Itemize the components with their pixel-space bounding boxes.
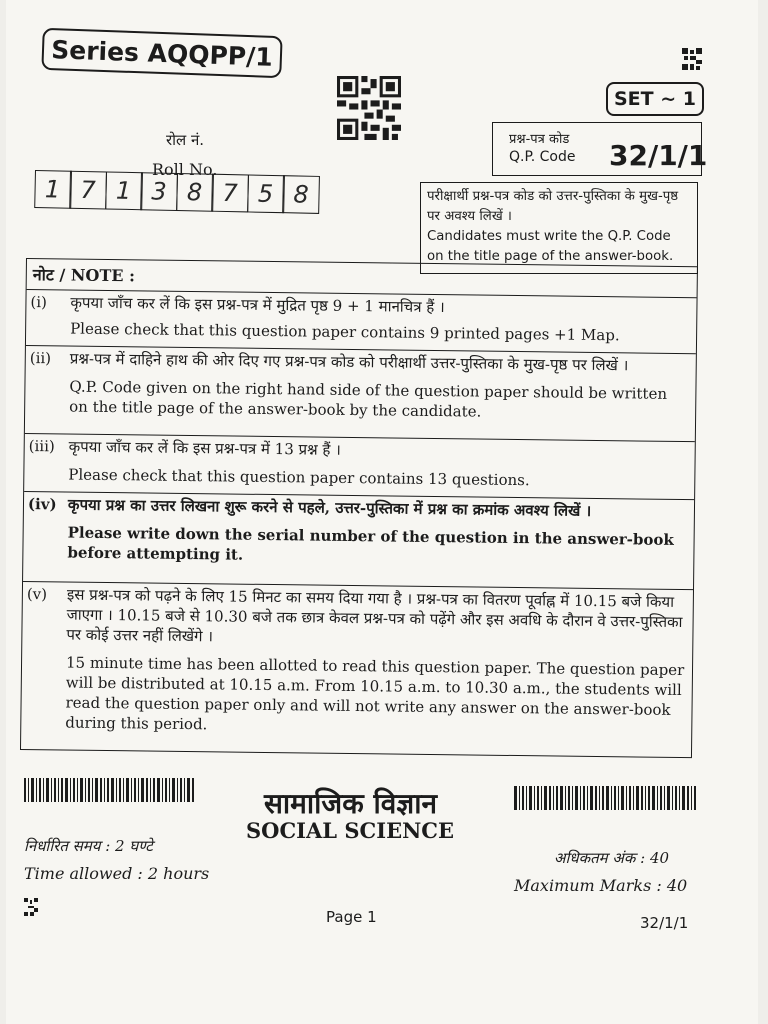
maximum-marks: Maximum Marks : 40: [514, 876, 688, 895]
qr-code-icon: [336, 76, 402, 140]
small-qr-icon: [24, 898, 38, 916]
note-number: (v): [26, 585, 48, 604]
roll-digit: 1: [105, 171, 143, 210]
question-paper-page: [6, 0, 758, 1024]
qp-code-value: 32/1/1: [609, 139, 708, 172]
roll-digit: 7: [69, 171, 107, 210]
note-item: [21, 581, 693, 757]
roll-digit: 3: [140, 172, 178, 211]
note-number: (i): [30, 293, 48, 312]
note-text-english: 15 minute time has been allotted to read this question paper. The question paper will be distributed at 10.15 a.m. From 10.15 a.m. to 10.30 a.m., the students will read the question paper only and will not write any answer on the answer-book during this period.: [65, 653, 685, 734]
note-text-english: Please write down the serial number of the question in the answer-book before attempting it.: [67, 523, 674, 564]
roll-digit: 1: [34, 170, 72, 209]
roll-digit: 7: [211, 174, 249, 213]
time-allowed: Time allowed : 2 hours: [24, 864, 210, 883]
page-number: Page 1: [326, 908, 377, 926]
small-qr-icon: [682, 48, 702, 70]
subject-title-hindi: सामाजिक विज्ञान: [264, 787, 438, 820]
note-number: (iii): [28, 437, 55, 456]
qp-code-label-hindi: प्रश्न-पत्र कोड: [509, 132, 570, 147]
candidate-instruction-english: Candidates must write the Q.P. Code on the title page of the answer-book.: [427, 229, 674, 264]
note-number: (iv): [27, 495, 57, 514]
barcode-icon: [514, 786, 696, 810]
candidate-instruction-box: [420, 182, 698, 274]
time-allowed-hindi: निर्धारित समय : 2 घण्टे: [24, 837, 153, 855]
series-label: Series AQQPP/1: [41, 28, 282, 78]
note-text-hindi: कृपया जाँच कर लें कि इस प्रश्न-पत्र में 13 प्रश्न हैं ।: [68, 437, 342, 459]
note-text-hindi: कृपया जाँच कर लें कि इस प्रश्न-पत्र में मुद्रित पृष्ठ 9 + 1 मानचित्र हैं ।: [70, 293, 445, 317]
set-label: SET ~ 1: [606, 82, 704, 116]
note-item: [24, 433, 695, 499]
note-number: (ii): [29, 349, 52, 368]
roll-no-label: Roll No.: [152, 160, 218, 179]
note-item: [25, 345, 696, 441]
note-heading: नोट / NOTE :: [32, 265, 136, 286]
roll-number-grid: [35, 170, 320, 214]
note-item: [26, 289, 697, 353]
subject-title: SOCIAL SCIENCE: [246, 818, 454, 843]
maximum-marks-hindi: अधिकतम अंक : 40: [554, 849, 670, 867]
candidate-instruction-hindi: परीक्षार्थी प्रश्न-पत्र कोड को उत्तर-पुस्तिका के मुख-पृष्ठ पर अवश्य लिखें ।: [427, 189, 679, 224]
note-item: [23, 491, 694, 589]
notes-table: [20, 258, 698, 758]
note-text-english: Please check that this question paper contains 13 questions.: [68, 465, 530, 490]
barcode-icon: [24, 778, 194, 802]
note-text-hindi: कृपया प्रश्न का उत्तर लिखना शुरू करने से पहले, उत्तर-पुस्तिका में प्रश्न का क्रमांक अवश्य लिखें ।: [67, 495, 592, 520]
note-text-hindi: प्रश्न-पत्र में दाहिने हाथ की ओर दिए गए प्रश्न-पत्र कोड को परीक्षार्थी उत्तर-पुस्तिका के मुख-पृष्ठ पर लिखें ।: [69, 349, 629, 375]
roll-digit: 8: [176, 173, 214, 212]
qp-code-label: Q.P. Code: [509, 149, 576, 165]
note-text-english: Please check that this question paper contains 9 printed pages +1 Map.: [70, 319, 620, 345]
note-text-hindi: इस प्रश्न-पत्र को पढ़ने के लिए 15 मिनट का समय दिया गया है । प्रश्न-पत्र का वितरण पूर्वाह्न में 10.15 बजे किया जाएगा । 10.15 बजे से 10.30 बजे तक छात्र केवल प्रश्न-पत्र को पढ़ेंगे और इस अवधि के दौरान वे उत्तर-पुस्तिका पर कोई उत्तर नहीं लिखेंगे ।: [66, 585, 683, 646]
qp-code-box: [492, 122, 708, 176]
roll-no-label-hindi: रोल नं.: [166, 131, 205, 149]
roll-digit: 8: [282, 175, 320, 214]
roll-digit: 5: [247, 174, 285, 213]
note-text-english: Q.P. Code given on the right hand side of the question paper should be written on the title page of the answer-book by the candidate.: [69, 377, 668, 421]
footer-qp-code: 32/1/1: [640, 914, 689, 932]
